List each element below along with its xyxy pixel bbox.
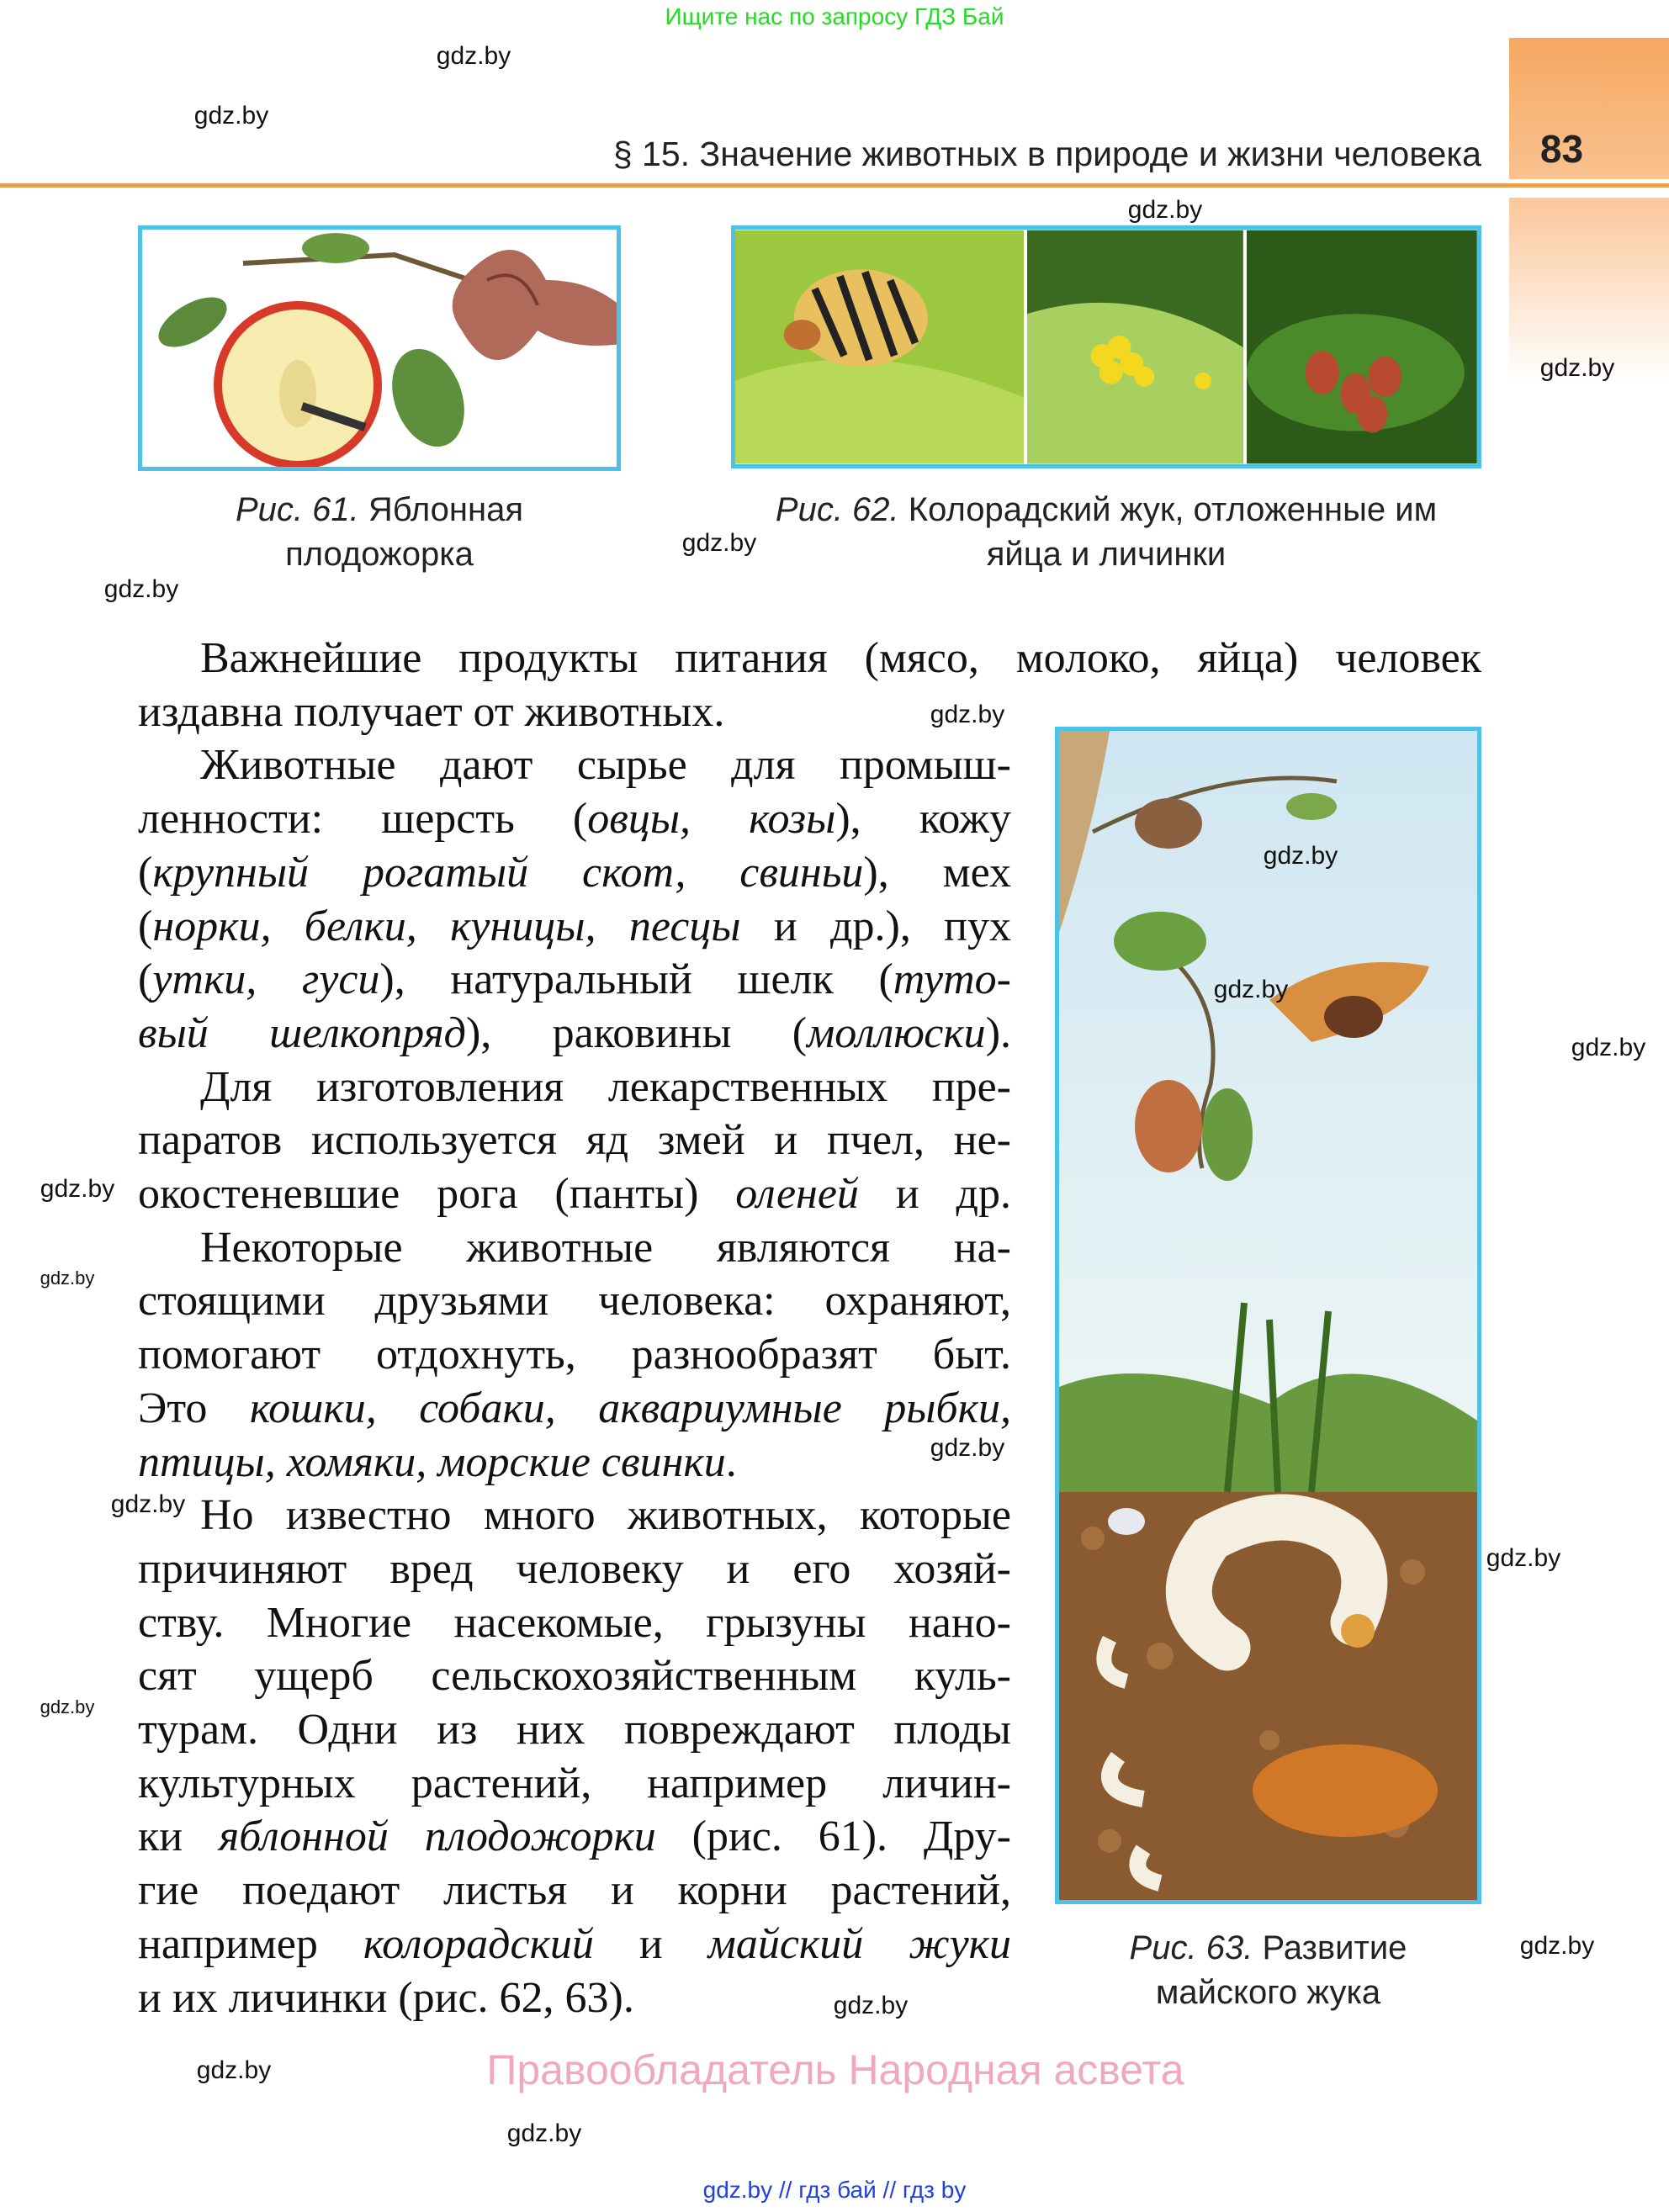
watermark: gdz.by [930, 701, 1005, 728]
italic-term: яблонной плодожорки [218, 1812, 656, 1861]
text-segment: турам. Одни из них повреждают плоды [138, 1706, 1011, 1754]
caption-line: плодожорка [285, 536, 474, 573]
text-segment: ству. Многие насекомые, грызуны нано- [138, 1598, 1011, 1647]
text-segment: стоящими друзьями человека: охраняют, [138, 1277, 1011, 1326]
text-segment: ки [138, 1812, 219, 1861]
copyright-owner: Правообладатель Народная асвета [486, 2046, 1184, 2093]
text-segment: причиняют вред человеку и его хозяй- [138, 1544, 1011, 1593]
watermark: gdz.by [1213, 976, 1289, 1003]
body-line [138, 1812, 1011, 1862]
watermark: gdz.by [103, 575, 179, 603]
bottom-site-links[interactable]: gdz.by // гдз бай // гдз by [702, 2177, 967, 2203]
watermark: gdz.by [681, 529, 757, 557]
text-segment: ), раковины ( [465, 1008, 808, 1057]
text-segment: ), кожу [835, 795, 1011, 844]
body-line [138, 1598, 1011, 1648]
italic-term: крупный рогатый скот, свиньи [152, 848, 864, 897]
watermark: gdz.by [506, 2119, 582, 2147]
beetle-larvae-photo [1247, 230, 1477, 464]
body-line [138, 1865, 1011, 1916]
text-segment: например [138, 1919, 363, 1968]
italic-term: утки, гуси [152, 955, 380, 1004]
watermark: gdz.by [1571, 1034, 1646, 1061]
body-line [138, 1330, 1011, 1380]
text-segment: ), мех [863, 848, 1011, 897]
text-segment: и [593, 1919, 708, 1968]
may-beetle-development-illustration [1059, 731, 1477, 1900]
text-segment: и их личинки (рис. 62, 63). [138, 1973, 634, 2022]
body-line [200, 633, 1481, 684]
italic-term: майский жуки [707, 1919, 1011, 1968]
text-segment: сят ущерб сельскохозяйственным куль- [138, 1652, 1011, 1701]
text-segment: ( [138, 848, 153, 897]
beetle-eggs-photo [1027, 230, 1243, 464]
body-line [138, 1384, 1011, 1434]
italic-term: кошки, собаки, аквариумные рыбки, [249, 1384, 1011, 1432]
caption-line: Колорадский жук, отложенные им [908, 491, 1438, 528]
body-line [138, 1544, 1011, 1595]
caption-line: яйца и личинки [986, 536, 1227, 573]
text-segment: Животные дают сырье для промыш- [200, 741, 1011, 790]
text-segment: издавна получает от животных. [138, 687, 725, 736]
italic-term: норки, белки, куницы, песцы [152, 902, 741, 950]
text-segment: ( [138, 955, 153, 1004]
italic-term: туто- [893, 955, 1011, 1004]
body-line [138, 1115, 1011, 1166]
watermark: gdz.by [1486, 1544, 1561, 1572]
figure-61-caption [138, 488, 621, 577]
body-line [138, 794, 1011, 844]
watermark: gdz.by [1519, 1932, 1595, 1960]
italic-term: вый шелкопряд [138, 1008, 466, 1057]
text-segment: Но известно много животных, которые [200, 1491, 1011, 1540]
watermark: gdz.by [196, 2056, 272, 2084]
body-line [138, 1705, 1011, 1755]
body-line [138, 1759, 1011, 1809]
body-line [138, 848, 1011, 898]
figure-62-image [731, 225, 1481, 468]
figure-63-caption [1055, 1926, 1481, 2015]
italic-term: колорадский [363, 1919, 594, 1968]
figure-61-number: Рис. 61. [235, 491, 359, 528]
watermark: gdz.by [930, 1434, 1005, 1462]
figure-63-number: Рис. 63. [1129, 1929, 1253, 1966]
watermark: gdz.by [436, 42, 511, 70]
page-number: 83 [1539, 127, 1584, 171]
body-line [200, 1490, 1011, 1541]
text-segment: гие поедают листья и корни растений, [138, 1866, 1011, 1915]
caption-line: Яблонная [368, 491, 523, 528]
top-search-note: Ищите нас по запросу ГДЗ Бай [665, 3, 1004, 29]
watermark: gdz.by [40, 1696, 95, 1717]
text-segment: Некоторые животные являются на- [200, 1223, 1011, 1272]
italic-term: моллюски [807, 1008, 986, 1057]
italic-term: птицы, хомяки, морские свинки [138, 1437, 726, 1486]
figure-62-number: Рис. 62. [775, 491, 899, 528]
text-segment: ( [138, 902, 153, 950]
text-segment: и др. [858, 1170, 1011, 1218]
body-line [138, 1437, 737, 1488]
body-line [138, 1973, 634, 2024]
section-title: § 15. Значение животных в природе и жизни человека [612, 135, 1481, 173]
watermark: gdz.by [40, 1175, 115, 1203]
body-line [138, 902, 1011, 952]
body-line [138, 1276, 1011, 1326]
apple-moth-illustration [142, 230, 621, 471]
text-segment: Это [138, 1384, 250, 1432]
caption-line: Развитие [1262, 1929, 1407, 1966]
body-line [138, 1169, 1011, 1220]
text-segment: . [725, 1437, 737, 1486]
text-segment: паратов используется яд змей и пчел, не- [138, 1116, 1011, 1165]
body-line [138, 687, 724, 738]
text-segment: ), натуральный шелк ( [379, 955, 893, 1004]
text-segment: окостеневшие рога (панты) [138, 1170, 736, 1218]
figure-62-caption [731, 488, 1481, 577]
watermark: gdz.by [1263, 842, 1338, 870]
body-line [200, 1223, 1011, 1273]
watermark: gdz.by [193, 102, 269, 130]
text-segment: ленности: шерсть ( [138, 795, 588, 844]
watermark: gdz.by [110, 1490, 186, 1518]
colorado-beetle-photo [735, 230, 1024, 464]
text-segment: Важнейшие продукты питания (мясо, молоко, яйца) человек [200, 634, 1481, 682]
body-line [138, 1008, 1011, 1059]
italic-term: оленей [735, 1170, 859, 1218]
watermark: gdz.by [833, 1992, 909, 2019]
figure-63-image [1055, 727, 1481, 1904]
body-line [200, 740, 1011, 791]
header-divider [0, 183, 1669, 188]
caption-line: майского жука [1155, 1974, 1381, 2011]
figure-61-image [138, 225, 621, 471]
watermark: gdz.by [1539, 354, 1615, 382]
body-line [200, 1062, 1011, 1113]
watermark: gdz.by [40, 1267, 95, 1289]
body-line [138, 955, 1011, 1005]
body-line [138, 1651, 1011, 1701]
body-line [138, 1919, 1011, 1970]
watermark: gdz.by [1127, 196, 1203, 224]
text-segment: культурных растений, например личин- [138, 1759, 1011, 1807]
text-segment: помогают отдохнуть, разнообразят быт. [138, 1331, 1011, 1379]
text-segment: и др.), пух [740, 902, 1011, 950]
text-segment: Для изготовления лекарственных пре- [200, 1062, 1011, 1111]
italic-term: овцы, козы [587, 795, 836, 844]
text-segment: ). [985, 1008, 1012, 1057]
text-segment: (рис. 61). Дру- [655, 1812, 1011, 1861]
